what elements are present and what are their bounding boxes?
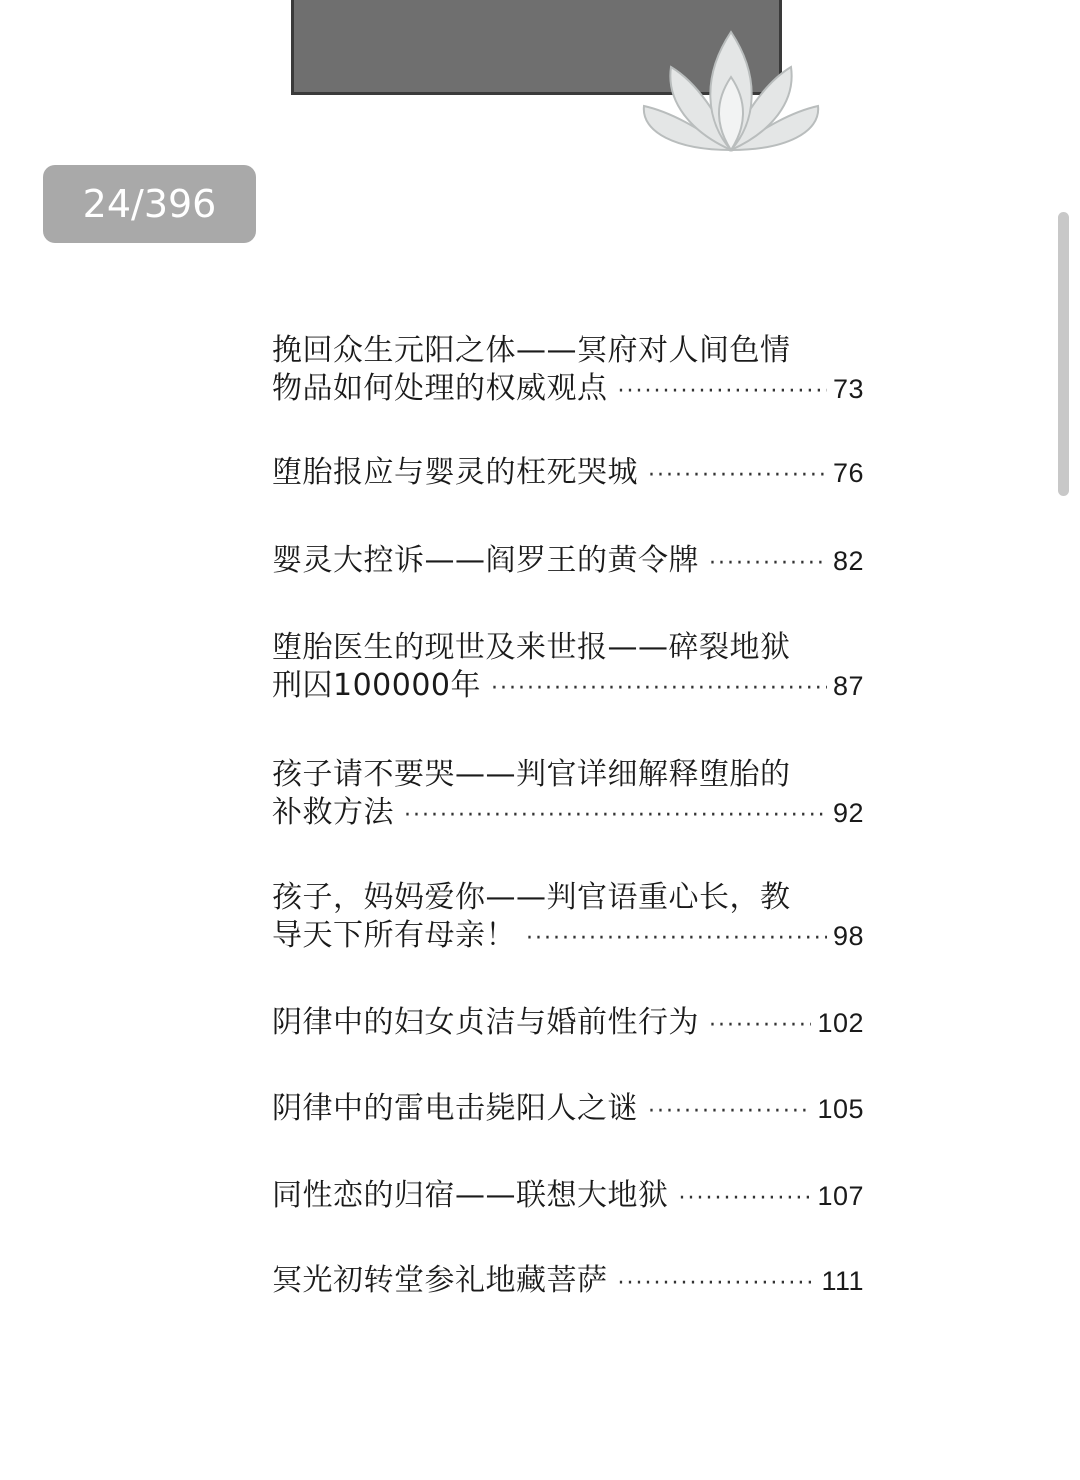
toc-page-number: 76 (832, 458, 864, 488)
toc-entry-title: 冥光初转堂参礼地藏菩萨 (272, 1263, 608, 1298)
toc-entry[interactable] (272, 629, 864, 708)
leader-dots (648, 457, 827, 495)
toc-page-number: 73 (832, 374, 864, 404)
leader-dots (648, 1093, 811, 1131)
toc-entry-title: 挽回众生元阳之体——冥府对人间色情 (272, 333, 791, 368)
toc-entry[interactable] (272, 542, 864, 583)
leader-dots (618, 373, 827, 411)
toc-page-number: 102 (817, 1008, 864, 1038)
toc-page-number: 107 (817, 1181, 864, 1211)
toc-entry-title: 婴灵大控诉——阎罗王的黄令牌 (272, 543, 699, 578)
toc-page-number: 82 (832, 546, 864, 576)
toc-page-number: 87 (832, 671, 864, 701)
toc-entry[interactable] (272, 1262, 864, 1303)
leader-dots (709, 1007, 811, 1045)
toc-entry-title: 堕胎报应与婴灵的枉死哭城 (272, 455, 638, 490)
leader-dots (709, 545, 827, 583)
toc-entry-title: 物品如何处理的权威观点 (272, 371, 608, 406)
toc-entry-title: 堕胎医生的现世及来世报——碎裂地狱 (272, 630, 791, 665)
toc-entry-title: 同性恋的归宿——联想大地狱 (272, 1178, 669, 1213)
toc-entry-title: 导天下所有母亲！ (272, 918, 516, 953)
leader-dots (491, 670, 827, 708)
toc-entry[interactable] (272, 1177, 864, 1218)
toc-entry-title: 孩子，妈妈爱你——判官语重心长，教 (272, 880, 791, 915)
toc-entry[interactable] (272, 1090, 864, 1131)
leader-dots (679, 1180, 812, 1218)
toc-entry[interactable] (272, 332, 864, 411)
toc-page-number: 92 (832, 798, 864, 828)
leader-dots (618, 1265, 816, 1303)
toc-entry[interactable] (272, 454, 864, 495)
toc-entry-title: 阴律中的雷电击毙阳人之谜 (272, 1091, 638, 1126)
toc-entry-title: 刑囚100000年 (272, 668, 482, 703)
toc-entry[interactable] (272, 879, 864, 958)
toc-page-number: 98 (832, 921, 864, 951)
leader-dots (526, 920, 827, 958)
toc-page-number: 111 (821, 1266, 864, 1296)
toc-entry-title: 孩子请不要哭——判官详细解释堕胎的 (272, 757, 791, 792)
toc-entry-title: 补救方法 (272, 795, 394, 830)
toc-entry[interactable] (272, 1004, 864, 1045)
leader-dots (404, 797, 827, 835)
toc-page-number: 105 (817, 1094, 864, 1124)
toc-entry[interactable] (272, 756, 864, 835)
page-indicator-text: 24/396 (82, 182, 217, 226)
toc-entry-title: 阴律中的妇女贞洁与婚前性行为 (272, 1005, 699, 1040)
